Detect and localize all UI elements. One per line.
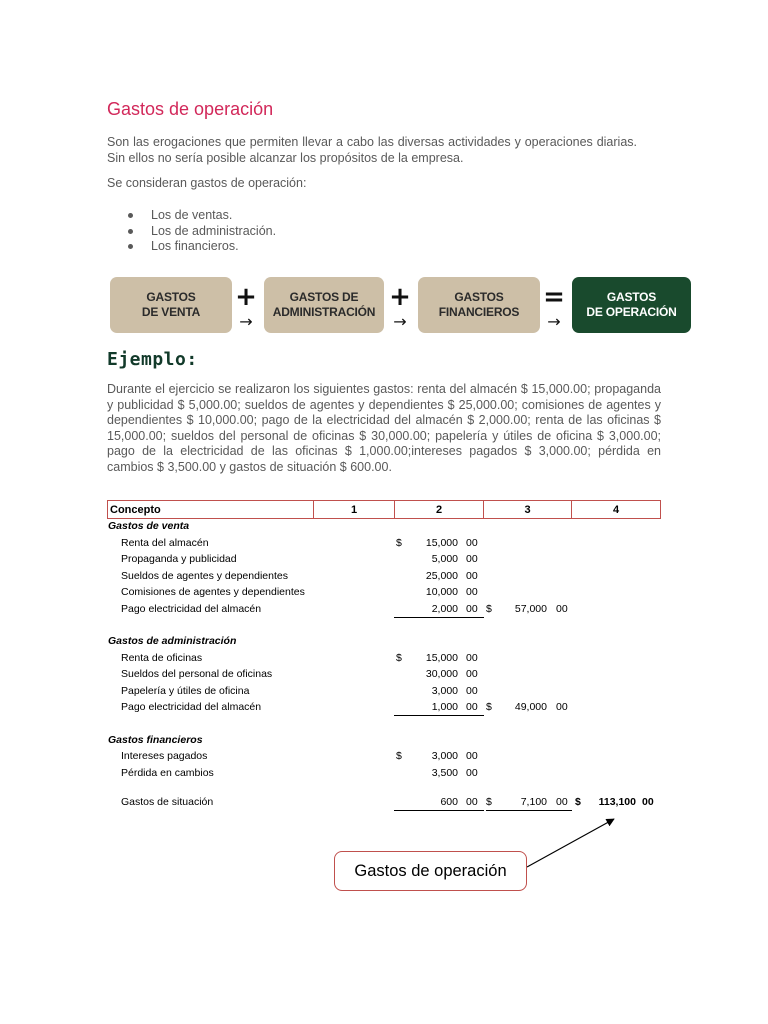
- row-amount: 3,500: [431, 767, 458, 779]
- row-amount: 3,000: [431, 750, 458, 762]
- dollar-sign: $: [486, 603, 492, 615]
- row-label: Gastos de situación: [121, 796, 214, 808]
- intro-paragraph: Son las erogaciones que permiten llevar a cabo las diversas actividades y operaciones diarias. Sin ellos no sería posible alcanzar los propósitos de la empresa.: [107, 135, 637, 165]
- row-amount: 15,000: [425, 537, 458, 549]
- row-cents: 00: [466, 701, 478, 713]
- arrow-right-icon: →: [547, 312, 561, 331]
- total-amount: 113,100: [598, 796, 636, 808]
- row-amount: 2,000: [431, 603, 458, 615]
- plus-icon: +: [389, 282, 411, 312]
- ejemplo-paragraph: Durante el ejercicio se realizaron los siguientes gastos: renta del almacén $ 15,000.00; propaganda y publicidad $ 5,000.00; sueldos de agentes y dependientes $ 25,000.00; comisiones de agentes y dependientes $ 10,000.00; pago de la electricidad del almacén $ 2,000.00; renta de las oficinas $ 15,000.00; sueldos del personal de oficinas $ 30,000.00; papelería y útiles de oficina $ 3,000.00; pago de la electricidad de las oficinas $ 1,000.00;intereses pagados $ 3,000.00; pérdida en cambios $ 3,500.00 y gastos de situación $ 600.00.: [107, 382, 661, 474]
- ejemplo-heading: Ejemplo:: [107, 349, 198, 370]
- subtotal-cents: 00: [556, 796, 568, 808]
- section-title: Gastos financieros: [108, 734, 203, 746]
- consider-text: Se consideran gastos de operación:: [107, 176, 307, 190]
- row-cents: 00: [466, 796, 478, 808]
- row-cents: 00: [466, 668, 478, 680]
- row-cents: 00: [466, 553, 478, 565]
- dollar-sign: $: [396, 652, 402, 664]
- row-label: Renta del almacén: [121, 537, 209, 549]
- dollar-sign: $: [575, 796, 581, 808]
- list-item: Los financieros.: [128, 239, 276, 255]
- row-cents: 00: [466, 586, 478, 598]
- row-cents: 00: [466, 685, 478, 697]
- row-cents: 00: [466, 750, 478, 762]
- callout-gastos-operacion: Gastos de operación: [334, 851, 527, 891]
- row-amount: 30,000: [425, 668, 458, 680]
- row-label: Intereses pagados: [121, 750, 208, 762]
- subtotal-cents: 00: [556, 603, 568, 615]
- row-cents: 00: [466, 570, 478, 582]
- row-label: Pago electricidad del almacén: [121, 603, 262, 615]
- dollar-sign: $: [486, 701, 492, 713]
- dollar-sign: $: [486, 796, 492, 808]
- row-label: Papelería y útiles de oficina: [121, 685, 250, 697]
- row-amount: 5,000: [431, 553, 458, 565]
- header-col-3: 3: [484, 501, 572, 519]
- row-amount: 1,000: [431, 701, 458, 713]
- row-amount: 10,000: [425, 586, 458, 598]
- list-item: Los de administración.: [128, 224, 276, 240]
- subtotal-cents: 00: [556, 701, 568, 713]
- header-col-1: 1: [314, 501, 395, 519]
- section-title: Gastos de administración: [108, 635, 237, 647]
- row-cents: 00: [466, 767, 478, 779]
- list-item: Los de ventas.: [128, 208, 276, 224]
- row-label: Comisiones de agentes y dependientes: [121, 586, 305, 598]
- row-amount: 3,000: [431, 685, 458, 697]
- row-cents: 00: [466, 603, 478, 615]
- total-cents: 00: [642, 796, 654, 808]
- row-label: Sueldos de agentes y dependientes: [121, 570, 288, 582]
- header-concepto: Concepto: [108, 501, 314, 519]
- dollar-sign: $: [396, 537, 402, 549]
- subtotal-amount: 57,000: [514, 603, 547, 615]
- row-label: Sueldos del personal de oficinas: [121, 668, 273, 680]
- plus-icon: +: [235, 282, 257, 312]
- arrow-right-icon: →: [393, 312, 407, 331]
- row-label: Pérdida en cambios: [121, 767, 214, 779]
- row-label: Renta de oficinas: [121, 652, 203, 664]
- row-label: Propaganda y publicidad: [121, 553, 237, 565]
- box-gastos-venta: GASTOS DE VENTA: [110, 277, 232, 333]
- row-cents: 00: [466, 652, 478, 664]
- subtotal-amount: 7,100: [520, 796, 547, 808]
- equals-icon: =: [543, 282, 565, 312]
- row-amount: 15,000: [425, 652, 458, 664]
- header-col-2: 2: [395, 501, 484, 519]
- row-amount: 25,000: [425, 570, 458, 582]
- row-cents: 00: [466, 537, 478, 549]
- box-gastos-administracion: GASTOS DE ADMINISTRACIÓN: [264, 277, 384, 333]
- dollar-sign: $: [396, 750, 402, 762]
- row-label: Pago electricidad del almacén: [121, 701, 262, 713]
- header-col-4: 4: [572, 501, 661, 519]
- section-title: Gastos de venta: [108, 520, 190, 532]
- box-gastos-operacion: GASTOS DE OPERACIÓN: [572, 277, 691, 333]
- subtotal-amount: 49,000: [514, 701, 547, 713]
- page-title: Gastos de operación: [107, 99, 274, 119]
- arrow-right-icon: →: [239, 312, 253, 331]
- box-gastos-financieros: GASTOS FINANCIEROS: [418, 277, 540, 333]
- row-amount: 600: [440, 796, 458, 808]
